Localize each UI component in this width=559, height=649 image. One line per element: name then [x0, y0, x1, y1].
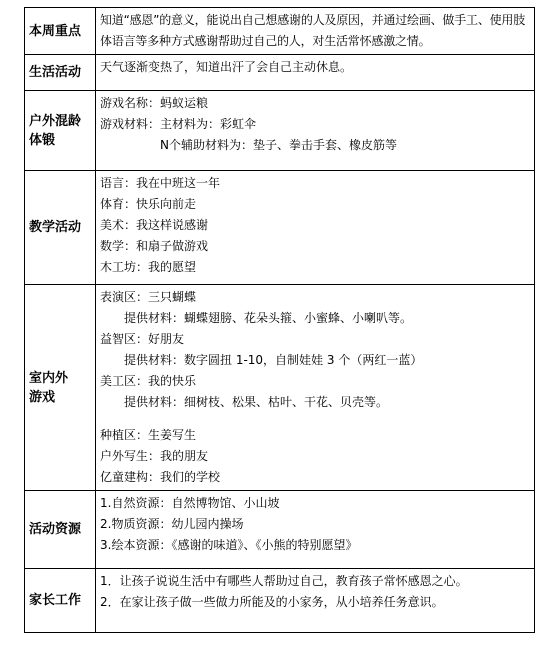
list-item: 2．在家让孩子做一些做力所能及的小家务，从小培养任务意识。	[100, 595, 444, 609]
content-cell	[96, 171, 535, 285]
list-item: 语言：我在中班这一年	[100, 176, 221, 190]
row-life-activity	[25, 55, 535, 91]
list-item: 游戏材料：主材料为：彩虹伞	[100, 117, 257, 131]
label-cell	[25, 91, 96, 171]
row-teaching-activity	[25, 171, 535, 285]
list-item: 亿童建构：我们的学校	[100, 470, 221, 484]
label-cell	[25, 55, 96, 91]
row-outdoor-exercise	[25, 91, 535, 171]
list-item: 美工区：我的快乐	[100, 374, 197, 388]
label-cell	[25, 569, 96, 633]
list-item: 体育：快乐向前走	[100, 197, 197, 211]
list-item: 提供材料：细树枝、松果、枯叶、干花、贝壳等。	[124, 395, 389, 409]
list-item: 数学：和扇子做游戏	[100, 239, 209, 253]
row-weekly-focus	[25, 8, 535, 55]
list-item: 木工坊：我的愿望	[100, 260, 197, 274]
row-label-line1: 室内外	[29, 370, 69, 386]
content-cell	[96, 91, 535, 171]
row-label: 教学活动	[29, 220, 82, 235]
list-item: 种植区：生姜写生	[100, 428, 197, 442]
list-item: 3.绘本资源：《感谢的味道》、《小熊的特别愿望》	[100, 538, 358, 552]
list-item: 提供材料：蝴蝶翅膀、花朵头箍、小蜜蜂、小喇叭等。	[124, 311, 413, 325]
content-cell	[96, 569, 535, 633]
list-item: 美术：我这样说感谢	[100, 218, 209, 232]
label-cell	[25, 171, 96, 285]
list-item: 1．让孩子说说生活中有哪些人帮助过自己，教育孩子常怀感恩之心。	[100, 574, 468, 588]
row-label: 活动资源	[29, 522, 82, 537]
row-activity-resources	[25, 491, 535, 569]
list-item: N个辅助材料为：垫子、拳击手套、橡皮筋等	[160, 138, 397, 152]
row-label: 家长工作	[29, 593, 82, 608]
content-cell	[96, 55, 535, 91]
content-cell	[96, 285, 535, 491]
spacer	[100, 413, 530, 425]
row-parent-work	[25, 569, 535, 633]
list-item: 游戏名称：蚂蚁运粮	[100, 96, 209, 110]
row-indoor-outdoor-games	[25, 285, 535, 491]
row-label-line1: 户外混龄	[29, 113, 82, 129]
list-item: 2.物质资源：幼儿园内操场	[100, 517, 244, 531]
label-cell	[25, 8, 96, 55]
list-item: 表演区：三只蝴蝶	[100, 290, 197, 304]
weekly-plan-table	[24, 7, 535, 633]
list-item: 户外写生：我的朋友	[100, 449, 209, 463]
life-text: 天气逐渐变热了，知道出汗了会自己主动休息。	[100, 60, 353, 74]
content-cell	[96, 8, 535, 55]
row-label: 本周重点	[29, 23, 82, 39]
row-label: 生活活动	[29, 65, 82, 80]
list-item: 提供材料：数字圆扭 1-10，自制娃娃 3 个（两红一蓝）	[124, 353, 423, 367]
focus-text: 知道“感恩”的意义，能说出自己想感谢的人及原因，并通过绘画、做手工、使用肢体语言等多种方式感谢帮助过自己的人，对生活常怀感激之情。	[100, 13, 526, 48]
label-cell	[25, 285, 96, 491]
list-item: 1.自然资源：自然博物馆、小山坡	[100, 496, 280, 510]
row-label-line2: 游戏	[29, 389, 56, 405]
row-label-line2: 体锻	[29, 132, 56, 148]
list-item: 益智区：好朋友	[100, 332, 185, 346]
content-cell	[96, 491, 535, 569]
label-cell	[25, 491, 96, 569]
